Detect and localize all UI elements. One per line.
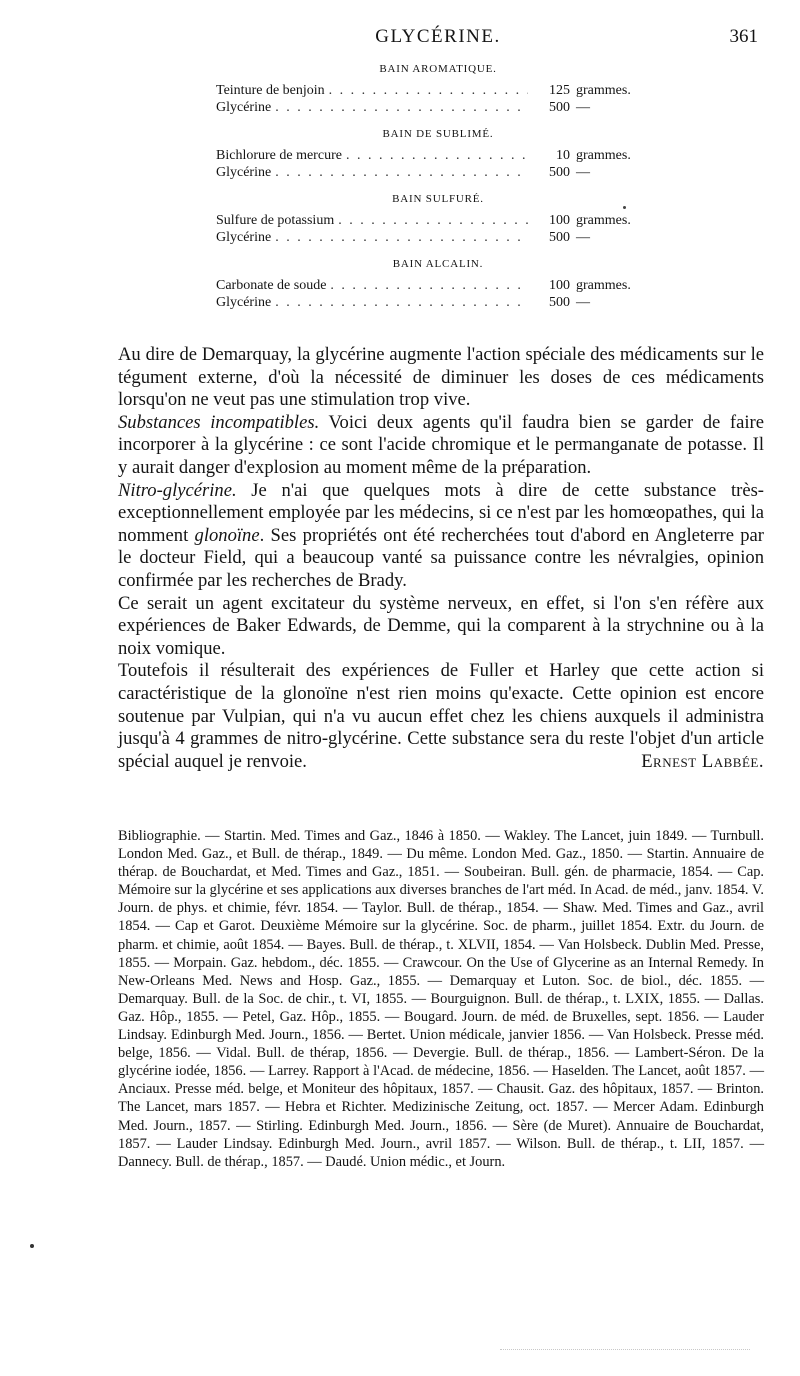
bath-formulas [216, 60, 660, 320]
ingredient-quantity: 500 [549, 165, 570, 180]
paragraph-toutefois [118, 660, 764, 773]
ingredient-name: Carbonate de soude [216, 278, 327, 293]
ingredient-unit: grammes. [576, 148, 631, 163]
ingredient-quantity: 10 [556, 148, 570, 163]
dot-leader [275, 294, 528, 311]
ingredient-unit: grammes. [576, 83, 631, 98]
paragraph-lead: Nitro-glycérine. [118, 479, 237, 501]
ingredient-row [216, 277, 660, 294]
formula-title: BAIN SULFURÉ. [392, 193, 484, 205]
ingredient-unit: — [576, 165, 590, 180]
ingredient-row [216, 229, 660, 246]
page-number: 361 [729, 26, 758, 47]
ingredient-row [216, 212, 660, 229]
ingredient-unit: — [576, 295, 590, 310]
ingredient-name: Glycérine [216, 165, 272, 180]
ink-speck [30, 1244, 34, 1248]
bibliography: Bibliographie. — Startin. Med. Times and Gaz., 1846 à 1850. — Wakley. The Lancet, juin 1849. — Turnbull. London Med. Gaz., et Bull. de thérap., 1849. — Du même. London Med. Gaz., 1850. — Startin. Annuaire de thérap. de Bouchardat, et Med. Times and Gaz., 1851. — Soubeiran. Bull. gén. de pharmacie, 1854. — Cap. Mémoire sur la glycérine et ses applications aux diverses branches de l'art méd. In Acad. de méd., janv. 1854. V. Journ. de phys. et chimie, févr. 1854. — Taylor. Bull. de thérap., 1854. — Shaw. Med. Times and Gaz., avril 1854. — Cap et Garot. Deuxième Mémoire sur la glycérine. Soc. de pharm., juillet 1854. Extr. du Journ. de pharm. et chimie, août 1854. — Bayes. Bull. de thérap., t. XLVII, 1854. — Van Holsbeck. Dublin Med. Presse, 1855. — Morpain. Gaz. hebdom., déc. 1855. — Crawcour. On the Use of Glycerine as an Internal Remedy. In New-Orleans Med. News and Hosp. Gaz., 1855. — Demarquay et Luton. Soc. de biol., déc. 1855. — Demarquay. Bull. de la Soc. de chir., t. VI, 1855. — Bourguignon. Bull. de thérap., t. LXIX, 1855. — Dallas. Gaz. Hôp., 1855. — Petel, Gaz. Hôp., 1855. — Bougard. Journ. de méd. de Bruxelles, sept. 1856. — Lauder Lindsay. Edinburgh Med. Journ., 1856. — Bertet. Union médicale, janvier 1856. — Van Holsbeck. Presse méd. belge, 1856. — Vidal. Bull. de thérap, 1856. — Devergie. Bull. de thérap., 1856. — Lambert-Séron. De la glycérine iodée, 1856. — Larrey. Rapport à l'Acad. de médecine, 1856. — Haselden. The Lancet, août 1857. — Anciaux. Presse méd. belge, et Moniteur des hôpitaux, 1857. — Chausit. Gaz. des hôpitaux, 1857. — Brinton. The Lancet, mars 1857. — Hebra et Richter. Medizinische Zeitung, oct. 1857. — Mercer Adam. Edinburgh Med. Journ., 1857. — Stirling. Edinburgh Med. Journ., 1856. — Sère (de Muret). Annuaire de Bouchardat, 1857. — Lauder Lindsay. Edinburgh Med. Journ., avril 1857. — Wilson. Bull. de thérap., t. LII, 1857. — Dannecy. Bull. de thérap., 1857. — Daudé. Union médic., et Journ. [118, 828, 764, 1170]
formula-title: BAIN DE SUBLIMÉ. [382, 128, 494, 140]
term-glonoine: glonoïne [194, 524, 260, 546]
ingredient-quantity: 500 [549, 230, 570, 245]
running-title: GLYCÉRINE. [375, 26, 501, 47]
formula-title: BAIN AROMATIQUE. [379, 63, 497, 75]
ingredient-row [216, 147, 660, 164]
ingredient-quantity: 500 [549, 295, 570, 310]
author-signature: Ernest Labbée. [641, 750, 764, 772]
ingredient-quantity: 500 [549, 100, 570, 115]
dot-leader [275, 99, 528, 116]
dot-leader [330, 277, 528, 294]
paragraph-text: Voici deux agents qu'il faudra bien se garder de faire incorporer à la glycérine : ce sont l'acide chromique et le permanganate de potasse. Il y aurait danger d'explosion au moment même de la préparation. [118, 411, 764, 478]
dot-leader [338, 212, 528, 229]
ingredient-quantity: 100 [549, 278, 570, 293]
paragraph-agent-excitateur [118, 593, 764, 661]
ingredient-name: Teinture de benjoin [216, 83, 325, 98]
paragraph-nitro-glycerine [118, 480, 764, 593]
ingredient-row [216, 164, 660, 181]
paragraph-lead: Substances incompatibles. [118, 411, 320, 433]
paragraph-text: . Ses propriétés ont été recherchées tout d'abord en Angleterre par le docteur Field, qui a beaucoup vanté sa puissance contre les névralgies, opinion confirmée par les recherches de Brady. [118, 524, 764, 591]
formula-bain-alcalin [216, 255, 660, 311]
dot-leader [275, 164, 528, 181]
ingredient-name: Bichlorure de mercure [216, 148, 342, 163]
paragraph-demarquay [118, 344, 764, 412]
ingredient-unit: — [576, 100, 590, 115]
paragraph-substances-incompatibles [118, 412, 764, 480]
formula-bain-sulfure [216, 190, 660, 246]
ingredient-row [216, 294, 660, 311]
dot-leader [346, 147, 528, 164]
ingredient-name: Sulfure de potassium [216, 213, 335, 228]
formula-bain-aromatique [216, 60, 660, 116]
ingredient-quantity: 100 [549, 213, 570, 228]
ink-speck [623, 206, 626, 209]
ingredient-unit: grammes. [576, 213, 631, 228]
ingredient-row [216, 99, 660, 116]
formula-bain-de-sublime [216, 125, 660, 181]
formula-title: BAIN ALCALIN. [392, 258, 484, 270]
ingredient-unit: — [576, 230, 590, 245]
ingredient-quantity: 125 [549, 83, 570, 98]
bleed-through-marks [500, 1349, 750, 1352]
dot-leader [275, 229, 528, 246]
paragraph-text: Ce serait un agent excitateur du système nerveux, en effet, si l'on s'en réfère aux expériences de Baker Edwards, de Demme, qui la comparent à la strychnine ou à la noix vomique. [118, 592, 764, 659]
paragraph-text: Toutefois il résulterait des expériences de Fuller et Harley que cette action si caractéristique de la glonoïne n'est rien moins qu'exacte. Cette opinion est encore soutenue par Vulpian, qui n'a vu aucun effet chez les chiens auxquels il administra jusqu'à 4 grammes de nitro-glycérine. Cette substance sera du reste l'objet d'un article spécial auquel je renvoie. [118, 660, 764, 772]
paragraph-text: Au dire de Demarquay, la glycérine augmente l'action spéciale des médicaments sur le tégument externe, d'où la nécessité de diminuer les doses de ces médicaments lorsqu'on ne veut pas une stimulation trop vive. [118, 344, 764, 411]
article-body [118, 344, 764, 773]
ingredient-name: Glycérine [216, 100, 272, 115]
ingredient-unit: grammes. [576, 278, 631, 293]
page-header [118, 22, 758, 52]
ingredient-name: Glycérine [216, 295, 272, 310]
dot-leader [329, 82, 528, 99]
paragraph-text: Je n'ai que quelques mots à dire de cette substance très-exceptionnellement employée par les médecins, si ce n'est par les homœopathes, qui la nomment [118, 479, 764, 546]
ingredient-row [216, 82, 660, 99]
ingredient-name: Glycérine [216, 230, 272, 245]
